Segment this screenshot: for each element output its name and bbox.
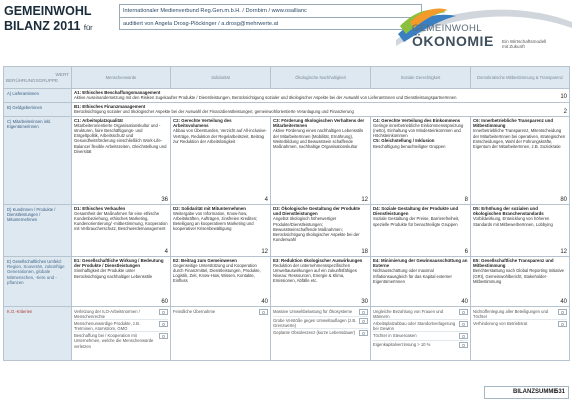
criterion-desc: Abbau von Überstunden, Verzicht auf All-inclusive-Verträge, Reduktion der Regelarbeitszeit, Beitrag zur Reduktion der Arbeitslosigkeit (173, 128, 267, 144)
ko-value: 0 (159, 309, 168, 315)
company-name: Internationaler Medienverbund Reg.Gen.m.b.H. / Dornbirn / www.osallianc (123, 8, 307, 14)
value-header: Soziale Gerechtigkeit (371, 67, 471, 89)
value-header: Demokratische Mitbestimmung & Transparenz (471, 67, 570, 89)
criterion-title: D4: Soziale Gestaltung der Produkte und Dienstleistungen (373, 206, 459, 217)
criterion-score: 36 (161, 196, 168, 203)
ko-label: Geplante Obsoleszenz (kurze Lebensdauer) (273, 330, 356, 336)
ko-value: 0 (359, 309, 368, 315)
cell-e1 (72, 257, 171, 307)
criterion-score: 10 (560, 93, 567, 100)
ko-value: 0 (159, 333, 168, 339)
group-label: E) Gesellschaftliches Umfeld: (7, 259, 62, 264)
title-year: BILANZ 2011 (4, 19, 81, 33)
criterion-title: E2: Beitrag zum Gemeinwesen (173, 258, 237, 263)
bilanzsumme-value: 531 (554, 389, 565, 395)
criterion-score: 80 (560, 196, 567, 203)
group-sublabel: Region, Souverän, zukünftige Generationen, globale Mitmenschen, -tiere und -pflanzen (7, 264, 65, 285)
criterion-desc: Nichtausschüttung oder maximal Inflationsausgleich für das Kapital externer EigentümerInnen (373, 268, 452, 284)
cell-d2 (171, 205, 271, 257)
ko-item (373, 308, 468, 320)
criterion-title: D5: Erhöhung der sozialen und ökologischen Branchenstandards (473, 206, 544, 217)
criterion-desc: Reduktion der unternehmensspezifischen Umweltauswirkungen auf ein zukunftsfähiges Niveau: Ressourcen, Energie & Klima, Emissionen, Abfälle etc. (273, 263, 357, 284)
value-header: Ökologische Nachhaltigkeit (271, 67, 371, 89)
criterion-title: D2: Solidarität mit Mitunternehmen (173, 206, 246, 211)
ko-item (74, 320, 168, 332)
title-line-1: GEMEINWOHL (4, 4, 92, 18)
cell-c2 (171, 117, 271, 205)
cell-e3 (271, 257, 371, 307)
criterion-title: E1: Gesellschaftliche Wirkung / Bedeutung der Produkte / Dienstleistungen (74, 258, 164, 269)
logo-line-2: ÖKONOMIE (412, 33, 494, 49)
ko-label: Verletzung der ILO-Arbeitsnormen / Menschenrechte (74, 309, 140, 320)
ko-value: 0 (459, 342, 468, 348)
ko-column (371, 307, 471, 361)
criterion-score: 30 (361, 298, 368, 305)
ko-column (171, 307, 271, 361)
criterion-score: 8 (464, 196, 468, 203)
logo-tagline (502, 39, 572, 50)
criterion-title: A1: Ethisches Beschaffungsmanagement (74, 90, 161, 95)
criterion-title: C6: Innerbetriebliche Transparenz und Mitbestimmung (473, 118, 554, 129)
cell-d3 (271, 205, 371, 257)
cell-e4 (371, 257, 471, 307)
cell-c3 (271, 117, 371, 205)
ko-column (271, 307, 371, 361)
ko-item (74, 332, 168, 348)
wert-label: WERT (55, 72, 69, 78)
group-label: A) Lieferantinnen (4, 89, 72, 103)
criterion-score: 4 (264, 196, 268, 203)
ko-label: Eigenkapitalverzinsung > 10 % (373, 342, 431, 348)
criterion-desc: Gesamtheit der Maßnahmen für eine ethische Kundenbeziehung, ethisches Marketing, Kundenorientierung/ -mitbestimmung, Kooperation mit Verbraucherschutz, Beschwerdemanagement (74, 211, 168, 232)
criterion-title: C2: Gerechte Verteilung des Arbeitsvolumens (173, 118, 232, 129)
criterion-desc: Berücksichtigung sozialer und ökologischer Aspekte bei der Auswahl der Finanzdienstleistungen; gemeinwohlorientierte Veranlagung und Finanzierung (74, 109, 354, 115)
ko-value: 0 (459, 333, 468, 339)
value-header: Menschenwürde (72, 67, 171, 89)
ko-label: Massive Umweltbelastung für Ökosysteme (273, 309, 353, 314)
criterion-title: C3: Förderung ökologischen Verhaltens der MitarbeiterInnen (273, 118, 365, 129)
gemeinwohl-matrix (3, 66, 570, 361)
criterion-desc: Sinnhaftigkeit der Produkte unter Berücksichtigung nachhaltiger Lebensstile (74, 268, 153, 279)
cell-c1 (72, 117, 171, 205)
cell-e2 (171, 257, 271, 307)
criterion-title: B1: Ethisches Finanzmanagement (74, 104, 146, 109)
balance-title (4, 4, 114, 35)
ko-label: Arbeitsplatzabbau oder Standortverlagerung bei Gewinn (373, 321, 456, 332)
criterion-score: 40 (261, 298, 268, 305)
title-line-2 (4, 19, 114, 35)
ko-label: Töchter in Steueroasen (373, 333, 417, 339)
ko-label: Feindliche Übernahme (173, 309, 216, 314)
title-suffix: für (83, 23, 93, 32)
row-mitarbeiter (4, 117, 570, 205)
ko-value: 0 (359, 330, 368, 336)
ko-item (473, 308, 567, 320)
criterion-title: D1: Ethisches Verkaufen (74, 206, 126, 211)
ko-label: Ungleiche Bezahlung von Frauen und Männern (373, 309, 444, 320)
row-ko-kriterien (4, 307, 570, 361)
criterion-score: 4 (164, 248, 168, 255)
ko-column (471, 307, 570, 361)
criterion-title: C1: Arbeitsplatzqualität (74, 118, 123, 123)
beruehrungsgruppe-label: BERÜHRUNGSGRUPPE (6, 77, 59, 83)
cell-d5 (471, 205, 570, 257)
group-label: K.O.-Kriterien (4, 307, 72, 361)
row-lieferanten (4, 89, 570, 103)
ko-label: Menschenunwürdige Produkte, z.B. Tretminen, Atomstrom, GMO (74, 321, 141, 332)
auditor-line: auditiert von Angela Drosg-Plöckinger / a.drosg@mehrwerte.at (120, 17, 421, 29)
group-label: B) Geldgeberinnen (4, 103, 72, 117)
ko-label: Verhinderung von Betriebsrat (473, 321, 528, 327)
cell-a1 (72, 89, 570, 103)
criterion-score: 40 (560, 298, 567, 305)
cell-c4 (371, 117, 471, 205)
cell-d1 (72, 205, 171, 257)
criterion-title: E5: Gesellschaftliche Transparenz und Mitbestimmung (473, 258, 554, 269)
criterion-desc: Geringe innerbetriebliche Einkommensspreizung (netto), Einhaltung von Mindesteinkommen und Höchsteinkommen (373, 123, 464, 139)
ko-value: 0 (159, 321, 168, 327)
criterion-desc: Berichterstattung nach Global Reporting Initiative (GRI), Gemeinwohlbericht, Stakeholder-Mitbestimmung (473, 268, 565, 284)
criterion-score: 2 (563, 108, 567, 115)
row-umfeld (4, 257, 570, 307)
criterion-title: D3: Ökologische Gestaltung der Produkte und Dienstleistungen (273, 206, 361, 217)
ko-item (173, 308, 268, 317)
ko-value: 0 (459, 321, 468, 327)
row-kunden (4, 205, 570, 257)
criterion-desc: Aktive Auseinandersetzung mit den Risiken zugekaufter Produkte / Dienstleistungen, Berücksichtigung sozialer und ökologischer Aspekte bei der Auswahl von LieferantInnen und DienstleistungspartnerInnen (74, 95, 457, 101)
criterion-desc: Mitarbeiterorientierte Organisationskultur und -strukturen, faire Beschäftigungs- und Entgeltpolitik, Arbeitsschutz und Gesundheitsförderung einschließlich Work-Life-Balance/ flexible Arbeitszeiten, Gleichstellung und Diversität (74, 123, 167, 154)
ko-value: 0 (259, 309, 268, 315)
bilanzsumme-box (484, 386, 569, 399)
criterion-desc: Innerbetriebliche Transparenz, Mitentscheidung der MitarbeiterInnen bei operativen, strategischen Entscheidungen, Wahl der Führungskräfte, Eigentum der MitarbeiterInnen, z.B. Soziokratie (473, 128, 566, 149)
group-label: C) Mitarbeiterinnen inkl. Eigentümerinnen (4, 117, 72, 205)
criterion-score: 6 (464, 248, 468, 255)
criterion-title: E3: Reduktion ökologischer Auswirkungen (273, 258, 363, 263)
ko-item (473, 320, 567, 329)
matrix-header-row (4, 67, 570, 89)
criterion-title: C5: Gleichstellung / Inklusion (373, 138, 435, 144)
logo-tagline-1: Ein Wirtschaftsmodell (502, 39, 547, 44)
cell-d4 (371, 205, 471, 257)
criterion-score: 18 (361, 248, 368, 255)
bilanzsumme-label: BILANZSUMME (513, 389, 558, 395)
ko-item (74, 308, 168, 320)
ko-label: Nichtoffenlegung aller Beteiligungen und Töchter (473, 309, 549, 320)
criterion-score: 12 (560, 248, 567, 255)
ko-value: 0 (359, 318, 368, 324)
ko-label: Grobe Verstöße gegen Umweltauflagen (z.B. Grenzwerte) (273, 318, 357, 329)
ko-item (373, 320, 468, 332)
criterion-desc: Beschäftigung benachteiligter Gruppen (373, 143, 446, 149)
corner-header (4, 67, 72, 89)
group-label-cell (4, 257, 72, 307)
criterion-score: 40 (461, 298, 468, 305)
criterion-desc: Soziale Gestaltung der Preise, Barrierefreiheit, spezielle Produkte für benachteiligte Gruppen (373, 216, 460, 227)
criterion-title: C4: Gerechte Verteilung des Einkommens (373, 118, 461, 123)
ko-column (72, 307, 171, 361)
criterion-score: 12 (361, 196, 368, 203)
ko-value: 0 (558, 321, 567, 327)
criterion-desc: Aktive Förderung eines nachhaltigen Lebensstils der MitarbeiterInnen (Mobilität, Ernährung), Weiterbildung und Bewusstsein schaffende Maßnahmen, nachhaltige Organisationskultur (273, 128, 364, 149)
criterion-desc: Weitergabe von Information, Know-how, Arbeitskräften, Aufträgen, zinsfreien Krediten; Beteiligung an kooperativem Marketing und kooperativer Krisenbewältigung (173, 211, 258, 232)
criterion-score: 60 (161, 298, 168, 305)
ko-item (373, 341, 468, 350)
ko-item (373, 332, 468, 341)
cell-e5 (471, 257, 570, 307)
ko-item (273, 329, 368, 338)
criterion-desc: Angebot ökologisch höherwertiger Produkte/Dienstleistungen; Bewusstseinschaffende Maßnahmen; Berücksichtigung ökologischer Aspekte bei der Kundenwahl (273, 216, 360, 242)
cell-c6 (471, 117, 570, 205)
ko-item (273, 317, 368, 329)
ko-item (273, 308, 368, 317)
company-info-box (119, 4, 422, 30)
row-geldgeber (4, 103, 570, 117)
logo-line-1: GEMEINWOHL (412, 23, 482, 34)
criterion-title: E4: Minimierung der Gewinnausschüttung an Externe (373, 258, 468, 269)
ko-value: 0 (459, 309, 468, 315)
ko-value: 0 (558, 309, 567, 315)
criterion-desc: Vorbildwirkung, Entwicklung von höheren Standards mit MitbewerberInnen, Lobbying (473, 216, 553, 227)
ko-label: Beschaffung bei / Kooperation mit Unternehmen, welche die Menschenwürde verletzen (74, 333, 154, 349)
logo-tagline-2: mit Zukunft (502, 44, 525, 50)
criterion-score: 12 (261, 248, 268, 255)
cell-b1 (72, 103, 570, 117)
group-label: D) KundInnen / Produkte / Dienstleistungen / Mitunternehmen (4, 205, 72, 257)
criterion-desc: Gegenseitige Unterstützung und Kooperation durch Finanzmittel, Dienstleistungen, Produkte, Logistik, Zeit, Know-How, Wissen, Kontakte, Einfluss (173, 263, 261, 284)
value-header: Solidarität (171, 67, 271, 89)
